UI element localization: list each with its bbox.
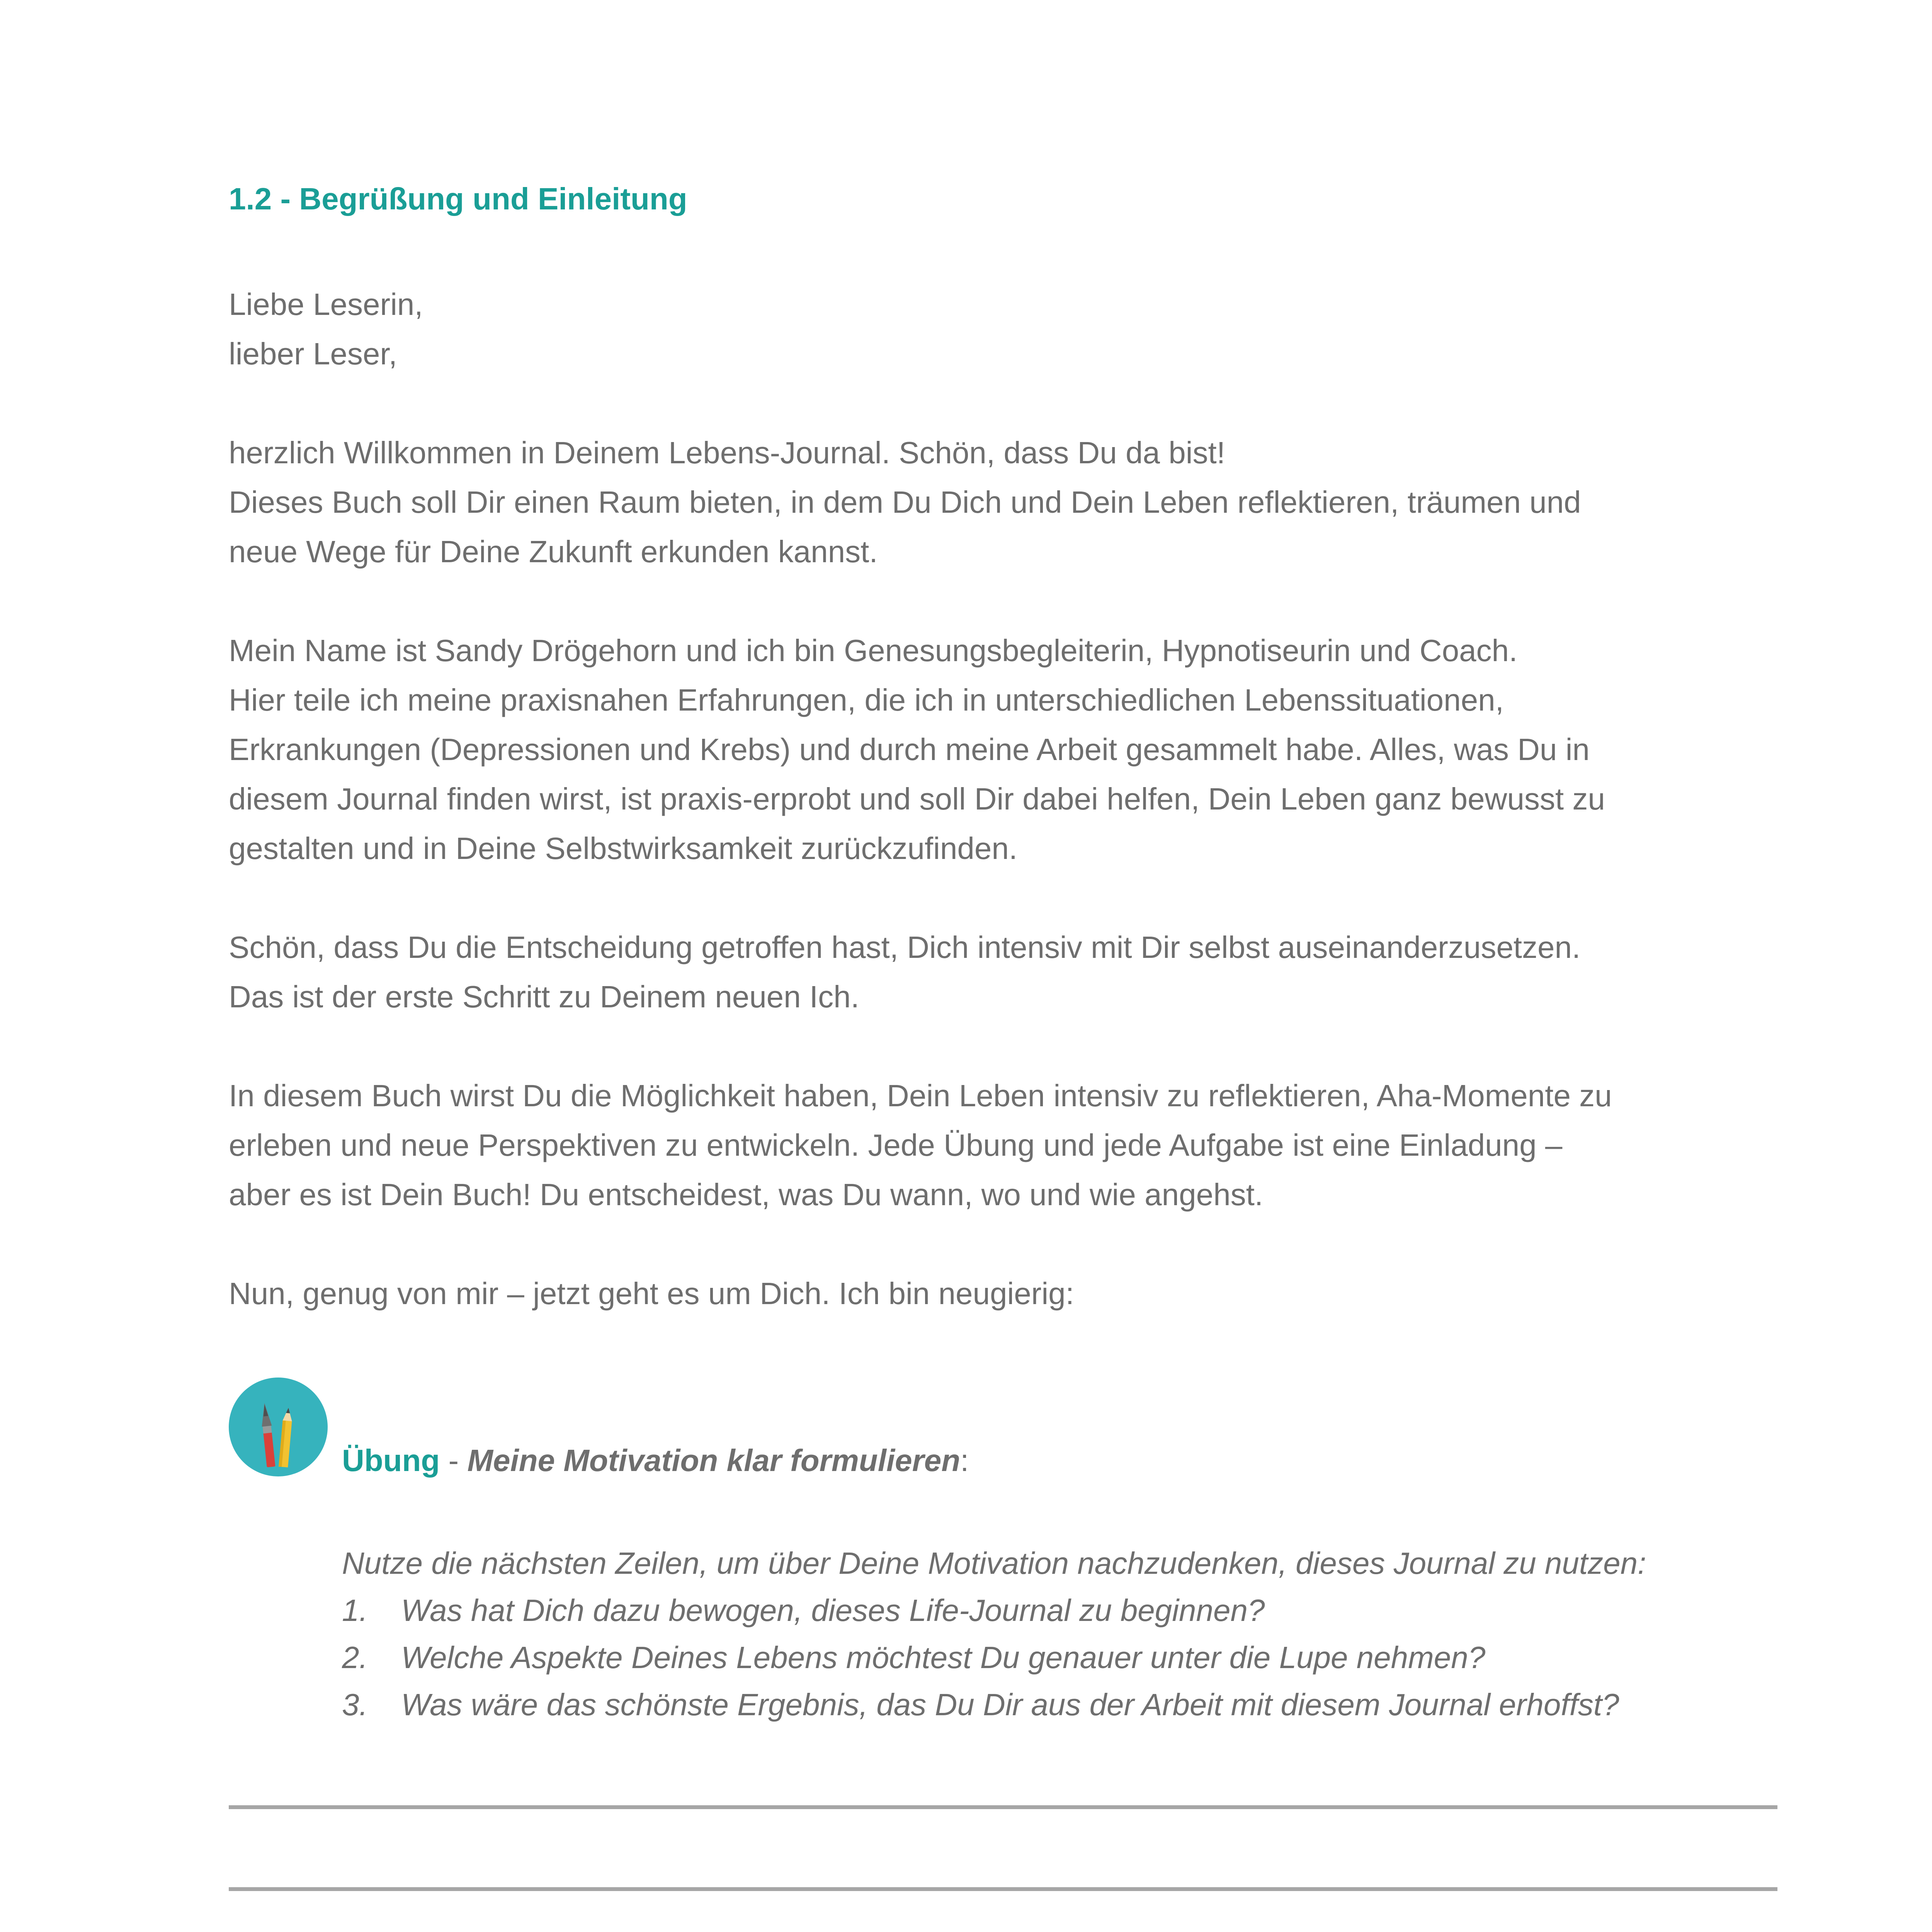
pencils-icon	[229, 1378, 328, 1476]
salutation-paragraph	[229, 280, 1813, 379]
exercise-colon: :	[960, 1443, 969, 1478]
question-text: Was hat Dich dazu bewogen, dieses Life-Journal zu beginnen?	[401, 1593, 1265, 1628]
decision-paragraph	[229, 923, 1813, 1022]
question-number: 3.	[342, 1687, 368, 1722]
text-line: Dieses Buch soll Dir einen Raum bieten, in dem Du Dich und Dein Leben reflektieren, träumen und	[229, 485, 1581, 519]
text-line: Schön, dass Du die Entscheidung getroffen hast, Dich intensiv mit Dir selbst auseinanderzusetzen.	[229, 930, 1581, 964]
section-heading: 1.2 - Begrüßung und Einleitung	[229, 182, 687, 216]
text-line: Nun, genug von mir – jetzt geht es um Dich. Ich bin neugierig:	[229, 1276, 1074, 1311]
text-line: gestalten und in Deine Selbstwirksamkeit zurückzufinden.	[229, 831, 1018, 866]
book-paragraph	[229, 1071, 1813, 1219]
exercise-name: Meine Motivation klar formulieren	[467, 1443, 961, 1478]
writing-line[interactable]	[229, 1887, 1777, 1891]
text-line: Mein Name ist Sandy Drögehorn und ich bin Genesungsbegleiterin, Hypnotiseurin und Coach.	[229, 633, 1518, 668]
text-line: lieber Leser,	[229, 337, 397, 371]
question-list	[342, 1587, 1810, 1728]
question-item	[342, 1587, 1810, 1634]
question-text: Welche Aspekte Deines Lebens möchtest Du genauer unter die Lupe nehmen?	[401, 1640, 1486, 1675]
exercise-separator: -	[440, 1443, 468, 1478]
exercise-instructions	[342, 1540, 1810, 1728]
text-line: neue Wege für Deine Zukunft erkunden kannst.	[229, 534, 878, 569]
text-line: Das ist der erste Schritt zu Deinem neuen Ich.	[229, 980, 859, 1014]
exercise-label: Übung	[342, 1443, 440, 1478]
exercise-title	[342, 1445, 969, 1476]
text-line: aber es ist Dein Buch! Du entscheidest, was Du wann, wo und wie angehst.	[229, 1177, 1264, 1212]
welcome-paragraph	[229, 428, 1813, 577]
transition-paragraph	[229, 1269, 1813, 1318]
text-line: erleben und neue Perspektiven zu entwickeln. Jede Übung und jede Aufgabe ist eine Einladung –	[229, 1128, 1563, 1162]
question-number: 2.	[342, 1640, 368, 1675]
question-number: 1.	[342, 1593, 368, 1628]
question-item	[342, 1634, 1810, 1681]
question-item	[342, 1681, 1810, 1728]
question-text: Was wäre das schönste Ergebnis, das Du Dir aus der Arbeit mit diesem Journal erhoffst?	[401, 1687, 1619, 1722]
text-line: diesem Journal finden wirst, ist praxis-erprobt und soll Dir dabei helfen, Dein Leben ganz bewusst zu	[229, 782, 1605, 816]
text-line: Erkrankungen (Depressionen und Krebs) und durch meine Arbeit gesammelt habe. Alles, was Du in	[229, 732, 1590, 767]
text-line: herzlich Willkommen in Deinem Lebens-Journal. Schön, dass Du da bist!	[229, 435, 1225, 470]
text-line: Liebe Leserin,	[229, 287, 423, 321]
exercise-intro: Nutze die nächsten Zeilen, um über Deine Motivation nachzudenken, dieses Journal zu nutzen:	[342, 1546, 1646, 1580]
writing-line[interactable]	[229, 1805, 1777, 1809]
text-line: In diesem Buch wirst Du die Möglichkeit haben, Dein Leben intensiv zu reflektieren, Aha-Momente zu	[229, 1078, 1612, 1113]
text-line: Hier teile ich meine praxisnahen Erfahrungen, die ich in unterschiedlichen Lebenssituationen,	[229, 683, 1504, 717]
author-paragraph	[229, 626, 1813, 873]
